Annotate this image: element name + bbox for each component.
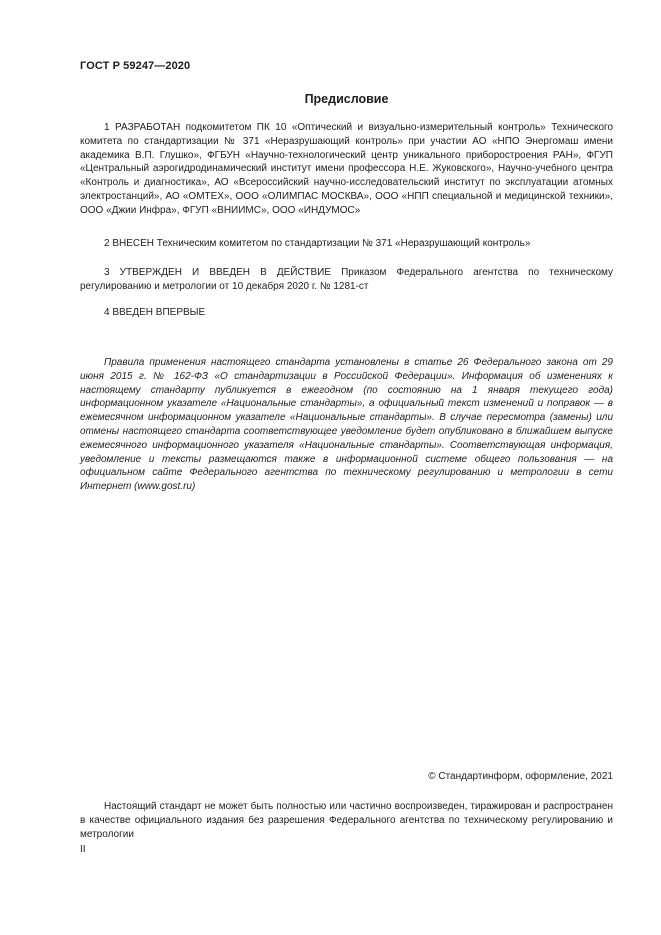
paragraph-first-introduced: 4 ВВЕДЕН ВПЕРВЫЕ [104, 307, 206, 318]
paragraph-developed-by: 1 РАЗРАБОТАН подкомитетом ПК 10 «Оптический и визуально-измерительный контроль» Технического комитета по стандартизации № 371 «Неразрушающий контроль» при участии АО «НПО Энергомаш имени академика В.П. Глушко», ФГБУН «Научно-технологический центр уникального приборостроения РАН», ФГУП «Центральный аэрогидродинамический институт имени профессора Н.Е. Жуковского», Научно-учебного центра «Контроль и диагностика», АО «Всероссийский научно-исследовательский институт по эксплуатации атомных электростанций», АО «ОМТЕХ», ООО «ОЛИМПАС МОСКВА», ООО «НПП специальной и медицинской техники», ООО «Джии Инфра», ФГУП «ВНИИМС», ООО «ИНДУМОС» [80, 122, 613, 216]
section-title: Предисловие [304, 92, 389, 106]
document-code: ГОСТ Р 59247—2020 [80, 60, 191, 72]
application-rules-notice: Правила применения настоящего стандарта установлены в статье 26 Федерального закона от 29 июня 2015 г. № 162-ФЗ «О стандартизации в Российской Федерации». Информация об изменениях к настоящему стандарту публикуется в ежегодном (по состоянию на 1 января текущего года) информационном указателе «Национальные стандарты», а официальный текст изменений и поправок — в ежемесячном информационном указателе «Национальные стандарты». В случае пересмотра (замены) или отмены настоящего стандарта соответствующее уведомление будет опубликовано в ближайшем выпуске ежемесячного информационного указателя «Национальные стандарты». Соответствующая информация, уведомление и тексты размещаются также в информационной системе общего пользования — на официальном сайте Федерального агентства по техническому регулированию и метрологии в сети Интернет (www.gost.ru) [80, 357, 613, 493]
paragraph-approved: 3 УТВЕРЖДЕН И ВВЕДЕН В ДЕЙСТВИЕ Приказом Федерального агентства по техническому регулированию и метрологии от 10 декабря 2020 г. № 1281-ст [80, 267, 613, 292]
paragraph-introduced-by: 2 ВНЕСЕН Техническим комитетом по стандартизации № 371 «Неразрушающий контроль» [104, 238, 531, 249]
copyright-notice: © Стандартинформ, оформление, 2021 [428, 771, 613, 782]
reproduction-restriction-notice: Настоящий стандарт не может быть полностью или частично воспроизведен, тиражирован и распространен в качестве официального издания без разрешения Федерального агентства по техническому регулированию и метрологии [80, 801, 613, 840]
page-number: II [80, 844, 86, 855]
